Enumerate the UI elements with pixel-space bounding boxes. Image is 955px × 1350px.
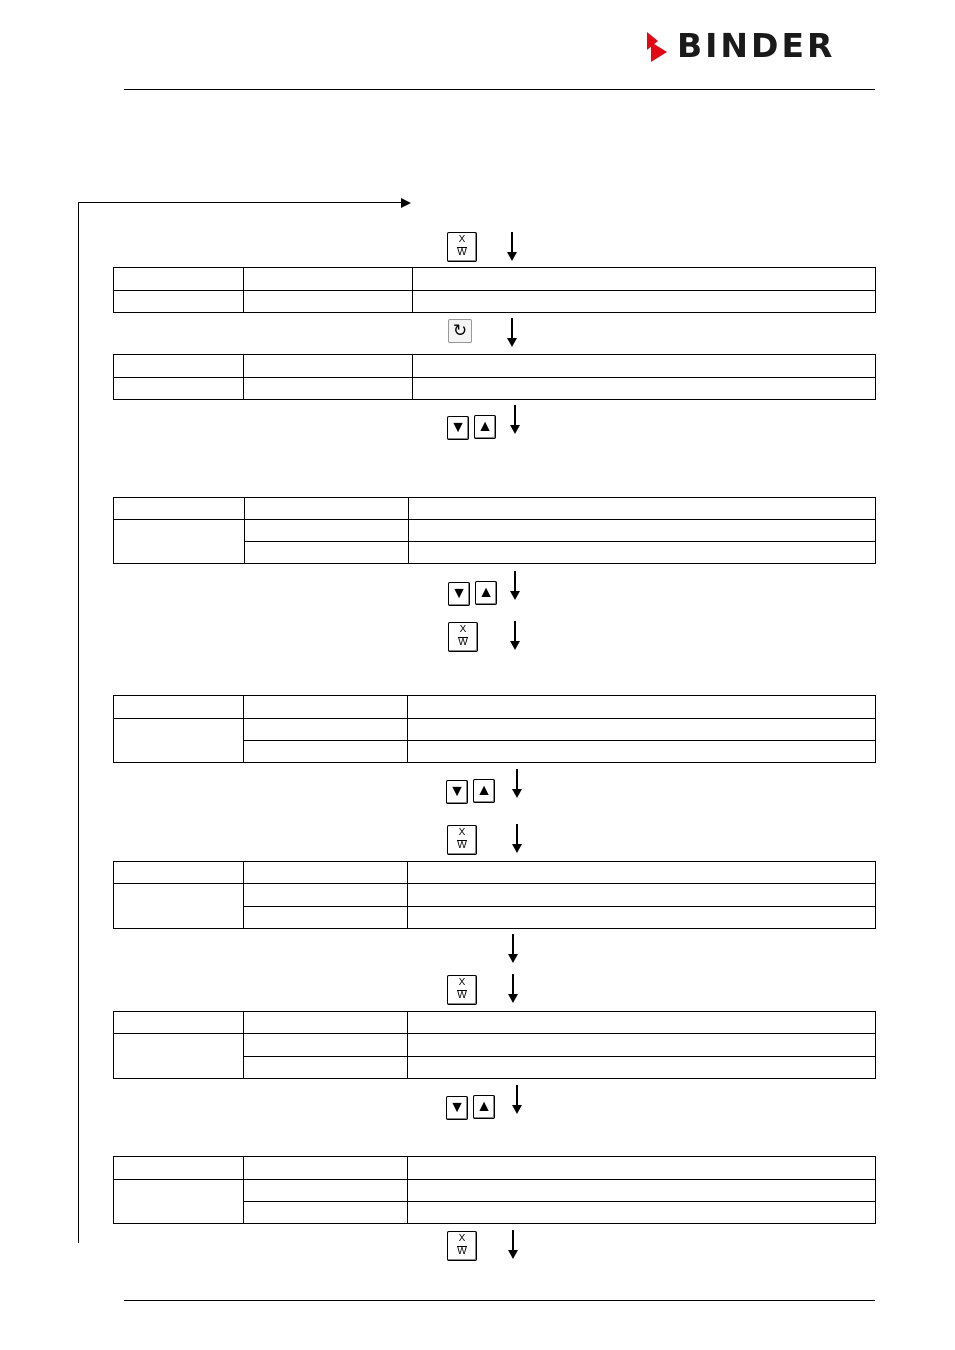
loop-line-horizontal (78, 202, 403, 203)
xw-key-x: X (458, 827, 466, 838)
table-cell (409, 542, 876, 564)
table-cell (114, 696, 244, 719)
table-cell (245, 520, 409, 542)
up-key-glyph: ▲ (477, 418, 493, 435)
table-cell (114, 862, 244, 884)
down-key-icon[interactable] (447, 416, 469, 440)
flow-table-3 (113, 497, 876, 564)
xw-key-icon[interactable] (448, 622, 478, 652)
xw-key-icon[interactable] (447, 232, 477, 262)
flow-arrow-down-icon (509, 405, 521, 434)
table-cell-merged (114, 1180, 244, 1224)
table-cell (409, 520, 876, 542)
loop-line-vertical (78, 202, 79, 1243)
table-cell-merged (114, 884, 244, 929)
table-cell (244, 378, 413, 400)
flow-arrow-down-icon (507, 974, 519, 1003)
table-cell (244, 1057, 408, 1079)
flow-arrow-down-icon (511, 824, 523, 853)
down-key-glyph: ▼ (450, 419, 466, 436)
flow-arrow-down-icon (511, 769, 523, 798)
table-cell (244, 1180, 408, 1202)
binder-logo (645, 26, 877, 65)
xw-key-x: X (459, 624, 467, 635)
xw-key-x: X (458, 977, 466, 988)
flow-table-7 (113, 1156, 876, 1224)
table-cell (408, 1034, 876, 1057)
flow-arrow-down-icon (506, 232, 518, 261)
table-cell (408, 1180, 876, 1202)
xw-key-w: W (457, 990, 467, 1001)
table-cell (408, 1202, 876, 1224)
table-cell (114, 291, 244, 313)
table-cell-merged (114, 520, 245, 564)
table-cell (408, 696, 876, 719)
table-cell (408, 719, 876, 741)
up-key-glyph: ▲ (476, 782, 492, 799)
up-key-glyph: ▲ (478, 584, 494, 601)
table-cell (244, 291, 413, 313)
table-cell (408, 862, 876, 884)
flow-table-6 (113, 1011, 876, 1079)
down-key-glyph: ▼ (449, 1099, 465, 1116)
xw-key-icon[interactable] (447, 1231, 477, 1261)
program-key-icon[interactable] (448, 319, 472, 343)
table-cell (413, 291, 876, 313)
flow-arrow-down-icon (509, 621, 521, 650)
flow-arrow-down-icon (509, 571, 521, 600)
table-cell (244, 862, 408, 884)
table-cell (409, 498, 876, 520)
xw-key-icon[interactable] (447, 825, 477, 855)
up-key-icon[interactable] (473, 779, 495, 803)
table-cell (114, 1012, 244, 1034)
flow-table-1 (113, 267, 876, 313)
down-key-icon[interactable] (446, 780, 468, 804)
down-key-icon[interactable] (446, 1096, 468, 1120)
table-cell (114, 378, 244, 400)
down-key-glyph: ▼ (451, 585, 467, 602)
header-rule (124, 89, 875, 90)
xw-key-icon[interactable] (447, 975, 477, 1005)
binder-chevron-logo-icon (645, 30, 669, 64)
up-key-icon[interactable] (474, 415, 496, 439)
up-key-icon[interactable] (475, 581, 497, 605)
table-cell (244, 907, 408, 929)
table-cell (244, 1034, 408, 1057)
loop-arrow-right-icon (401, 198, 411, 208)
table-cell (114, 355, 244, 378)
flow-arrow-down-icon (511, 1085, 523, 1114)
table-cell-merged (114, 1034, 244, 1079)
table-cell (244, 741, 408, 763)
flow-table-2 (113, 354, 876, 400)
table-cell (244, 268, 413, 291)
brand-name: BINDER (677, 26, 836, 65)
table-cell (408, 1057, 876, 1079)
table-cell (244, 884, 408, 907)
table-cell (244, 696, 408, 719)
table-cell (408, 907, 876, 929)
xw-key-w: W (458, 637, 468, 648)
table-cell (244, 1012, 408, 1034)
table-cell (413, 378, 876, 400)
table-cell (413, 268, 876, 291)
table-cell (408, 741, 876, 763)
program-key-glyph: ↻ (452, 321, 468, 340)
down-key-glyph: ▼ (449, 783, 465, 800)
xw-key-w: W (457, 1246, 467, 1257)
table-cell (114, 498, 245, 520)
table-cell (114, 268, 244, 291)
table-cell (408, 1157, 876, 1180)
table-cell (244, 355, 413, 378)
table-cell (245, 542, 409, 564)
table-cell (114, 1157, 244, 1180)
table-cell (408, 1012, 876, 1034)
xw-key-w: W (457, 247, 467, 258)
table-cell-merged (114, 719, 244, 763)
flow-table-5 (113, 861, 876, 929)
flow-arrow-down-icon (507, 934, 519, 963)
xw-key-x: X (458, 234, 466, 245)
table-cell (408, 884, 876, 907)
table-cell (413, 355, 876, 378)
footer-rule (124, 1300, 875, 1301)
up-key-glyph: ▲ (476, 1098, 492, 1115)
xw-key-x: X (458, 1233, 466, 1244)
flow-table-4 (113, 695, 876, 763)
table-cell (244, 1202, 408, 1224)
table-cell (244, 719, 408, 741)
flow-arrow-down-icon (506, 318, 518, 347)
table-cell (245, 498, 409, 520)
xw-key-w: W (457, 840, 467, 851)
down-key-icon[interactable] (448, 582, 470, 606)
table-cell (244, 1157, 408, 1180)
up-key-icon[interactable] (473, 1095, 495, 1119)
flow-arrow-down-icon (507, 1230, 519, 1259)
